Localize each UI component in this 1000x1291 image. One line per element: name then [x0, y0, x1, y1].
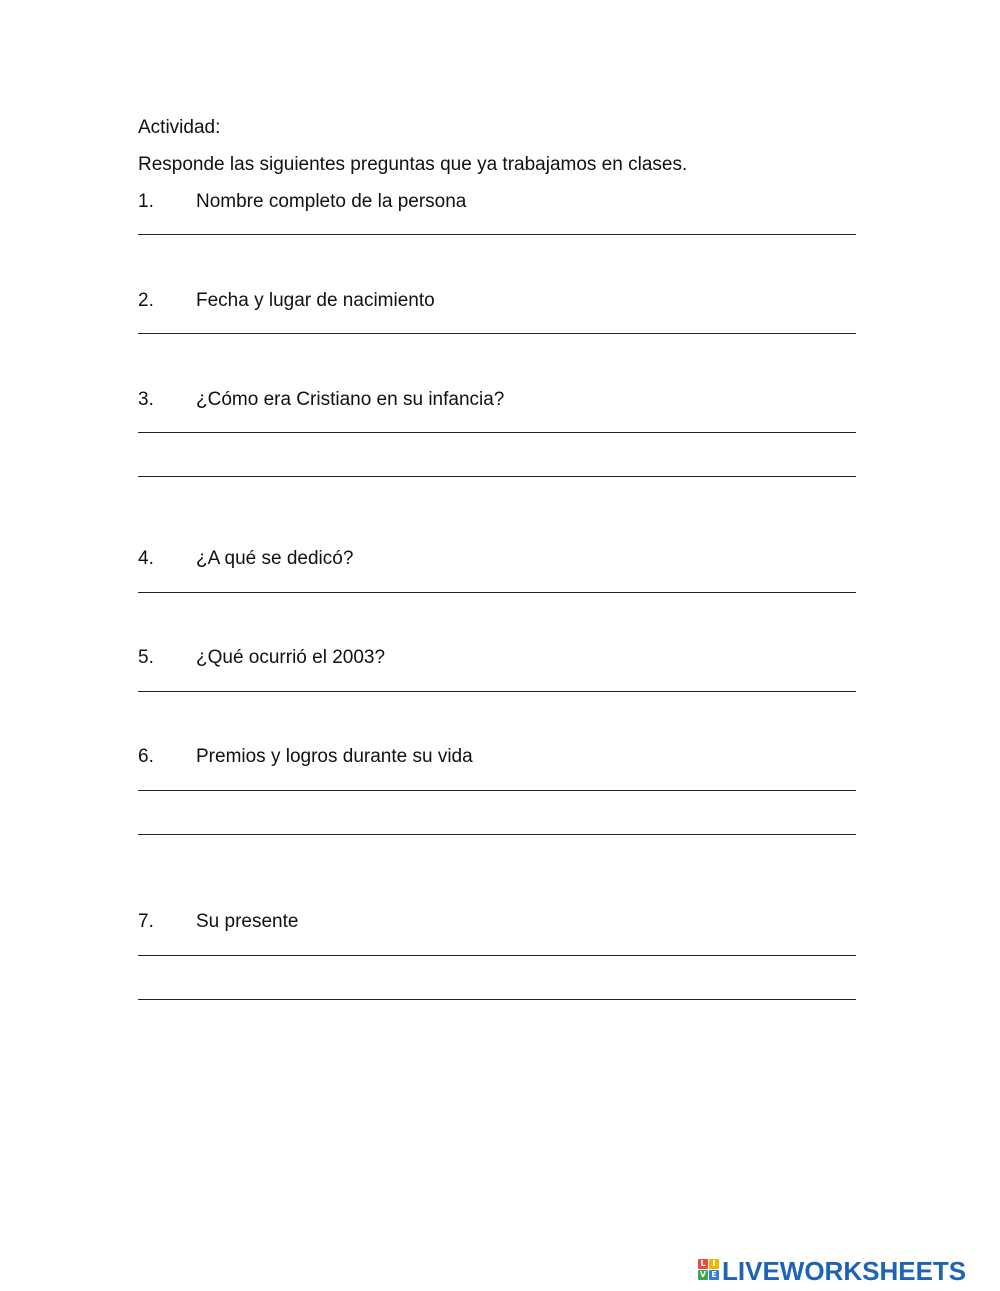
question-number: 4.: [138, 548, 154, 569]
logo-block: I: [709, 1259, 719, 1269]
logo-block: L: [698, 1259, 708, 1269]
logo-wordmark: LIVEWORKSHEETS: [722, 1256, 967, 1286]
question-text: Su presente: [196, 911, 299, 932]
answer-line[interactable]: [138, 476, 856, 477]
question-text: ¿Qué ocurrió el 2003?: [196, 647, 386, 668]
question-text: ¿Cómo era Cristiano en su infancia?: [196, 389, 505, 410]
answer-line[interactable]: [138, 592, 856, 593]
answer-line[interactable]: [138, 999, 856, 1000]
question-number: 7.: [138, 911, 154, 932]
instruction: Responde las siguientes preguntas que ya trabajamos en clases.: [138, 154, 688, 175]
logo-block: E: [709, 1270, 719, 1280]
question-text: Fecha y lugar de nacimiento: [196, 290, 435, 311]
question-text: Premios y logros durante su vida: [196, 746, 473, 767]
question-number: 3.: [138, 389, 154, 410]
answer-line[interactable]: [138, 691, 856, 692]
answer-line[interactable]: [138, 234, 856, 235]
logo-blocks-icon: [698, 1259, 720, 1281]
question-number: 1.: [138, 191, 154, 212]
question-text: ¿A qué se dedicó?: [196, 548, 354, 569]
question-text: Nombre completo de la persona: [196, 191, 467, 212]
answer-line[interactable]: [138, 790, 856, 791]
answer-line[interactable]: [138, 834, 856, 835]
question-number: 5.: [138, 647, 154, 668]
question-number: 2.: [138, 290, 154, 311]
answer-line[interactable]: [138, 432, 856, 433]
question-number: 6.: [138, 746, 154, 767]
answer-line[interactable]: [138, 333, 856, 334]
answer-line[interactable]: [138, 955, 856, 956]
liveworksheets-logo: [698, 1257, 994, 1285]
logo-block: V: [699, 1270, 707, 1279]
heading: Actividad:: [138, 117, 221, 138]
